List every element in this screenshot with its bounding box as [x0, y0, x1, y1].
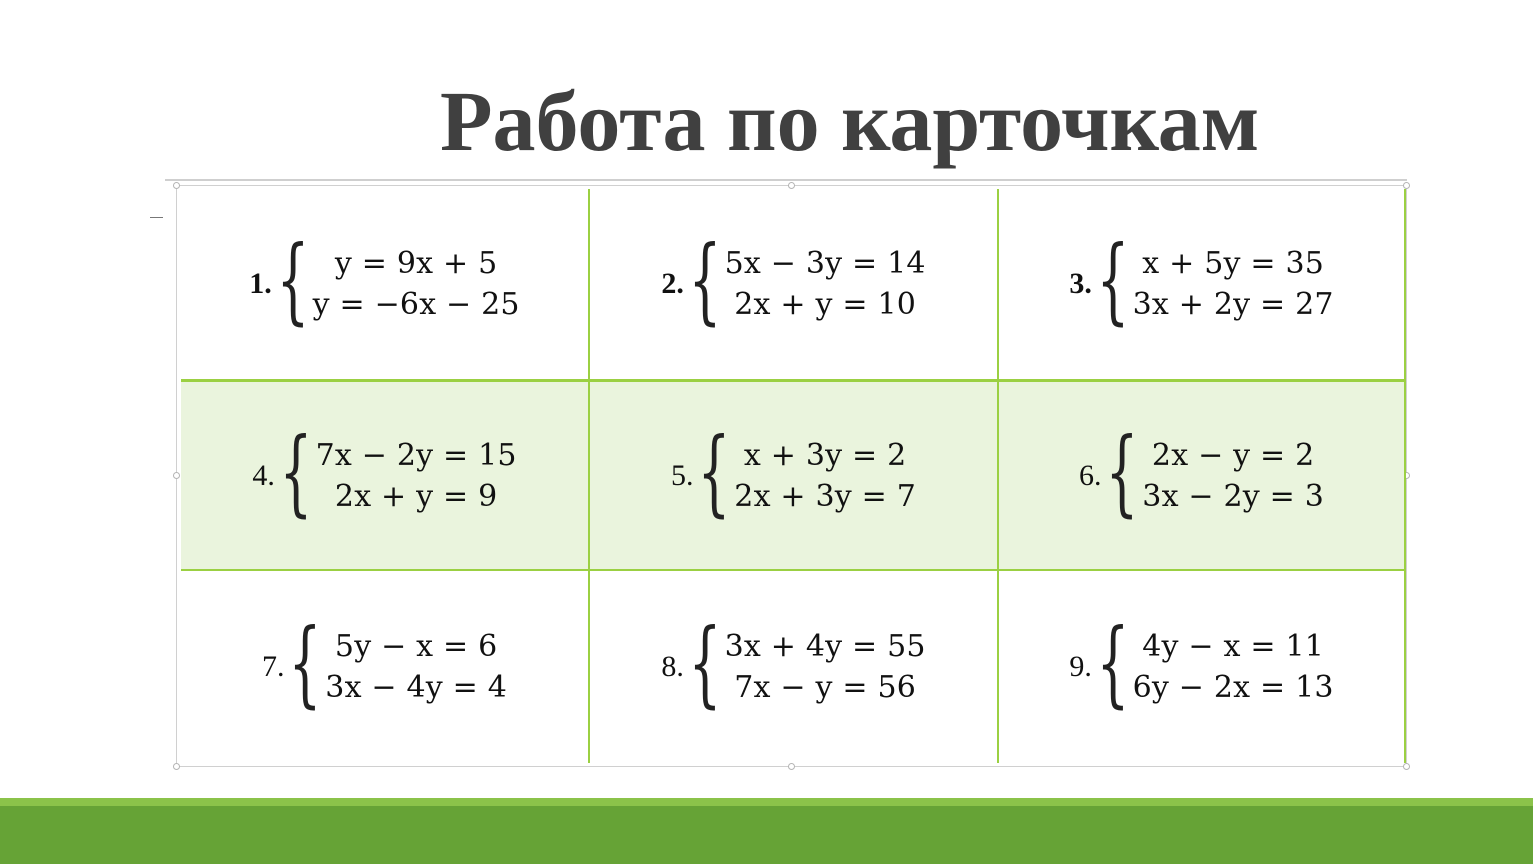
equation-system	[1069, 226, 1334, 335]
resize-handle-middle-left[interactable]	[173, 472, 180, 479]
left-brace-icon: {	[688, 609, 722, 718]
card-cell[interactable]	[997, 189, 1406, 379]
card-cell[interactable]	[588, 571, 997, 763]
card-number: 7.	[261, 650, 285, 683]
resize-handle-bottom-right[interactable]	[1403, 763, 1410, 770]
equation-system	[252, 417, 517, 527]
left-brace-icon: {	[1096, 609, 1130, 718]
equation: 2x + y = 9	[334, 478, 498, 514]
equation: x + 5y = 35	[1142, 246, 1325, 281]
equation: 3x + 2y = 27	[1132, 287, 1334, 322]
card-cell[interactable]	[588, 379, 997, 571]
resize-handle-bottom-left[interactable]	[173, 763, 180, 770]
equation: 2x − y = 2	[1151, 437, 1315, 473]
equation-system	[1069, 609, 1334, 718]
title-divider	[165, 179, 1407, 181]
left-brace-icon: {	[276, 226, 310, 335]
equation: y = 9x + 5	[334, 246, 498, 281]
equation-system	[670, 417, 917, 527]
equation: 2x + 3y = 7	[734, 478, 917, 514]
equation: 5y − x = 6	[334, 629, 498, 664]
left-brace-icon: {	[688, 226, 722, 335]
equations	[725, 626, 926, 708]
footer-band	[0, 806, 1533, 864]
equation: 2x + y = 10	[734, 287, 917, 322]
equations	[1142, 435, 1324, 517]
card-number: 1.	[249, 267, 272, 300]
equations	[734, 435, 916, 517]
equation: 3x − 2y = 3	[1142, 478, 1325, 514]
left-brace-icon: {	[1105, 417, 1139, 527]
card-number: 5.	[670, 458, 694, 492]
left-brace-icon: {	[279, 417, 313, 527]
equation: 3x + 4y = 55	[724, 629, 926, 664]
equations	[725, 243, 926, 325]
card-number: 2.	[661, 267, 684, 300]
margin-marker	[150, 217, 163, 218]
equations	[1133, 243, 1334, 325]
card-cell[interactable]	[997, 571, 1406, 763]
resize-handle-top-left[interactable]	[173, 182, 180, 189]
card-cell[interactable]	[181, 379, 588, 571]
card-cell[interactable]	[181, 571, 588, 763]
equation: 7x − 2y = 15	[315, 437, 517, 473]
equation: x + 3y = 2	[743, 437, 907, 473]
resize-handle-top-right[interactable]	[1403, 182, 1410, 189]
card-number: 9.	[1069, 650, 1092, 683]
cards-table	[181, 189, 1406, 763]
equation: y = −6x − 25	[312, 287, 520, 322]
footer-accent-line	[0, 798, 1533, 806]
equation: 7x − y = 56	[734, 670, 917, 705]
equation: 6y − 2x = 13	[1132, 670, 1334, 705]
card-number: 4.	[252, 458, 275, 492]
card-cell[interactable]	[588, 189, 997, 379]
card-number: 6.	[1078, 458, 1102, 492]
equations	[1133, 626, 1334, 708]
equation: 4y − x = 11	[1142, 629, 1325, 664]
slide-title: Работа по карточкам	[440, 73, 1260, 169]
card-cell[interactable]	[181, 189, 588, 379]
equations	[325, 626, 507, 708]
equation-system	[249, 226, 520, 335]
left-brace-icon: {	[288, 609, 322, 718]
equation-system	[1078, 417, 1325, 527]
card-cell[interactable]	[997, 379, 1406, 571]
equation: 5x − 3y = 14	[724, 246, 926, 281]
equation-system	[261, 609, 508, 718]
resize-handle-top-middle[interactable]	[788, 182, 795, 189]
equation-system	[661, 609, 926, 718]
equation-system	[661, 226, 926, 335]
equations	[313, 243, 520, 325]
equation: 3x − 4y = 4	[325, 670, 508, 705]
resize-handle-bottom-middle[interactable]	[788, 763, 795, 770]
left-brace-icon: {	[697, 417, 731, 527]
card-number: 8.	[661, 650, 684, 683]
left-brace-icon: {	[1096, 226, 1130, 335]
card-number: 3.	[1069, 267, 1092, 300]
equations	[316, 435, 517, 517]
